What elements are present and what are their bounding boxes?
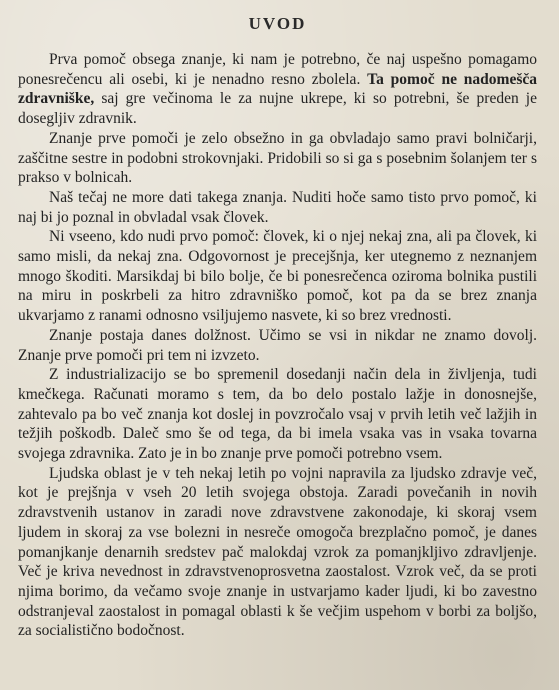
paragraph [18, 227, 537, 326]
paragraph [18, 326, 537, 365]
chapter-body [18, 50, 537, 641]
chapter-title: UVOD [248, 14, 307, 33]
paragraph-text: Prva pomoč obsega znanje, ki nam je potrebno, če naj uspešno pomagamo ponesrečencu ali osebi, ki je nenadno resno zbolela. [18, 51, 537, 88]
paragraph-text: Znanje postaja danes dolžnost. Učimo se vsi in nikdar ne znamo dovolj. Znanje prve pomoči pri tem ni izvzeto. [18, 326, 537, 364]
paragraph-text: Naš tečaj ne more dati takega znanja. Nuditi hoče samo tisto prvo pomoč, ki naj bi jo poznal in obvladal vsak človek. [18, 188, 537, 226]
paragraph [18, 464, 537, 641]
paragraph-text: Znanje prve pomoči je zelo obsežno in ga obvladajo samo pravi bolničarji, zaščitne sestre in podobni strokovnjaki. Pridobili so si ga s posebnim šolanjem ter s prakso v bolnicah. [18, 129, 537, 187]
paragraph [18, 365, 537, 464]
paragraph [18, 188, 537, 227]
paragraph-text: Z industrializacijo se bo spremenil dosedanji način dela in življenja, tudi kmečkega. Računati moramo s tem, da bo delo postalo lažje in donosnejše, zahtevalo pa bo več znanja kot doslej in povzročalo vsaj v prvih letih več lažjih in težjih poškodb. Dalеč smo še od tega, da bi imela vsaka vas in vsaka tovarna svojega zdravnika. Zato je in bo znanje prve pomoči potrebno vsem. [18, 366, 537, 463]
paragraph [18, 50, 537, 129]
paragraph-text: saj gre večinoma le za nujne ukrepe, ki so potrebni, še preden je dosegljiv zdravnik. [18, 90, 537, 128]
paragraph-text: Ljudska oblast je v teh nekaj letih po vojni napravila za ljudsko zdravje več, kot je prejšnja v vseh 20 letih svojega obstoja. Zaradi povečanih in novih zdravstvenih ustanov in zaradi nove zdravstvene zakonodaje, ki skoraj vsem ljudem in skoraj za vse bolezni in nesreče omogoča brezplačno pomoč, je danes pomanjkanje denarnih sredstev pač malokdaj vzrok za pomanjkljivo zdravljenje. Več je kriva nevednost in zdravstvenoprosvetna zaostalost. Vzrok več, da se proti njima borimo, da večamo svoje znanje in ustvarjamo kader ljudi, ki bo zavestno odstranjeval zaostalost in pomagal oblasti k še večjim uspehom v borbi za boljšo, za socialistično bodočnost. [18, 464, 537, 640]
paragraph-bold-text: Ta pomoč ne nadomešča zdravniške, [18, 70, 537, 108]
paragraph [18, 129, 537, 188]
paragraph-text: Ni vseeno, kdo nudi prvo pomoč: človek, ki o njej nekaj zna, ali pa človek, ki samo misli, da nekaj zna. Odgovornost je precejšnja, ker utegnemo z neznanjem mnogo škoditi. Marsikdaj bi bilo bolje, če bi ponesrečenca oziroma bolnika pustili na miru in poskrbeli za hitro zdravniško pomoč, kot pa da se brez znanja ukvarjamo z ranami odnosno vsiljujemo nasvete, ki so brez vrednosti. [18, 228, 537, 325]
